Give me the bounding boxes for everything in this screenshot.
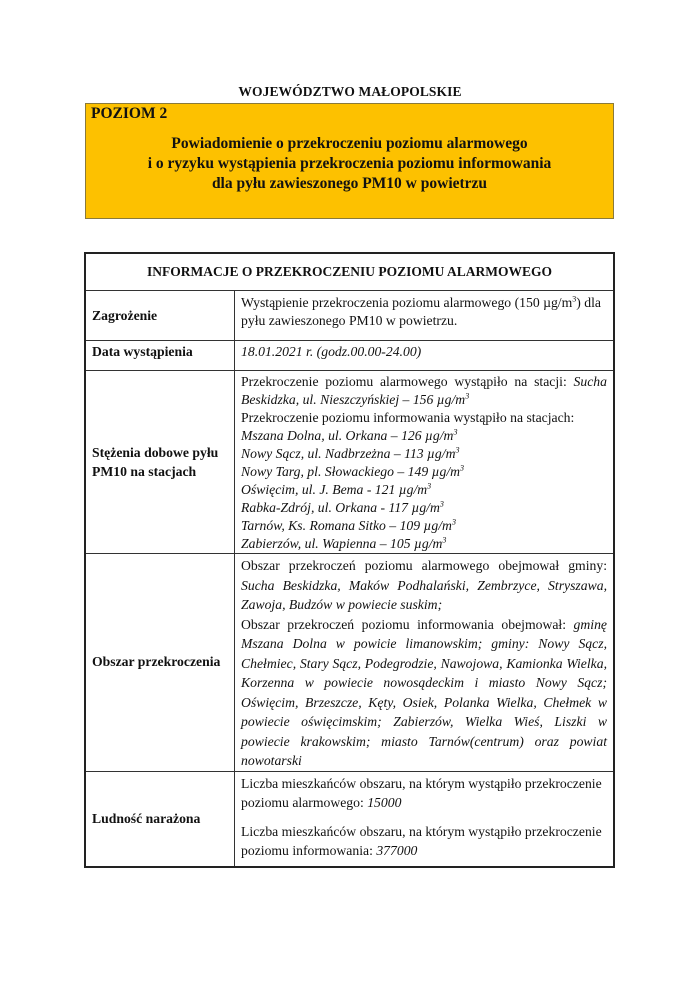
station-item: Zabierzów, ul. Wapienna – 105 $\mu g/m^3$ <box>241 535 447 551</box>
table-row-area <box>85 554 614 772</box>
station-item: Rabka-Zdrój, ul. Orkana - 117 $\mu g/m^3$ <box>241 499 444 515</box>
table-row-concentrations <box>85 371 614 554</box>
info-area-text: Obszar przekroczeń poziomu informowania obejmował: gminę Mszana Dolna w powicie limanowskim; gminy: Nowy Sącz, Chełmiec, Stary Sącz, Podegrodzie, Nawojowa, Kamionka Wielka, Korzenna w powiecie nowosądeckim i miasto Nowy Sącz; Oświęcim, Brzeszcze, Kęty, Osiek, Polanka Wielka, Chełmek w powiecie oświęcimskim; Zabierzów, Wielka Wieś, Liszki w powiecie krakowskim; miasto Tarnów(centrum) oraz powiat nowotarski <box>241 616 607 768</box>
info-table <box>84 252 615 868</box>
alert-level-box <box>85 103 614 219</box>
concentrations-value <box>235 371 615 554</box>
station-item: Nowy Sącz, ul. Nadbrzeżna – 113 $\mu g/m^3$ <box>241 445 460 461</box>
alarm-population: Liczba mieszkańców obszaru, na którym wystąpiło przekroczenie poziomu alarmowego: 15000 <box>241 775 602 810</box>
population-label: Ludność narażona <box>85 771 235 867</box>
alert-level: POZIOM 2 <box>91 105 168 122</box>
station-item: Nowy Targ, pl. Słowackiego – 149 $\mu g/m^3$ <box>241 463 465 479</box>
info-population: Liczba mieszkańców obszaru, na którym wystąpiło przekroczenie poziomu informowania: 377000 <box>241 823 602 858</box>
table-header-row <box>85 253 614 291</box>
alert-title-line: Powiadomienie o przekroczeniu poziomu alarmowego <box>171 135 528 152</box>
area-value <box>235 554 615 772</box>
table-row-threat <box>85 291 614 341</box>
table-header: INFORMACJE O PRZEKROCZENIU POZIOMU ALARMOWEGO <box>85 253 614 291</box>
region-heading: WOJEWÓDZTWO MAŁOPOLSKIE <box>238 84 462 99</box>
alert-title <box>86 134 613 194</box>
threat-label: Zagrożenie <box>85 291 235 341</box>
table-row-population <box>85 771 614 867</box>
area-label: Obszar przekroczenia <box>85 554 235 772</box>
station-item: Mszana Dolna, ul. Orkana – 126 $\mu g/m^3$ <box>241 427 458 443</box>
date-label: Data wystąpienia <box>85 341 235 371</box>
alert-title-line: i o ryzyku wystąpienia przekroczenia poziomu informowania <box>147 155 552 172</box>
alarm-station-text: Przekroczenie poziomu alarmowego wystąpiło na stacji: Sucha Beskidzka, ul. Nieszczyńskiej – 156 $\mu g/m^3$ <box>241 374 607 407</box>
table-row-date <box>85 341 614 371</box>
population-value <box>235 771 615 867</box>
info-stations-intro: Przekroczenie poziomu informowania wystąpiło na stacjach: <box>241 410 575 425</box>
alarm-area-text: Obszar przekroczeń poziomu alarmowego obejmował gminy: Sucha Beskidzka, Maków Podhalański, Zembrzyce, Stryszawa, Zawoja, Budzów w powiecie suskim; <box>241 558 607 612</box>
station-item: Tarnów, Ks. Romana Sitko – 109 $\mu g/m^3$ <box>241 517 456 533</box>
date-value: 18.01.2021 r. (godz.00.00-24.00) <box>235 341 615 371</box>
threat-value: Wystąpienie przekroczenia poziomu alarmowego (150 $\mu g/m^3$) dla pyłu zawieszonego PM10 w powietrzu. <box>235 291 615 341</box>
station-item: Oświęcim, ul. J. Bema - 121 $\mu g/m^3$ <box>241 481 432 497</box>
concentrations-label: Stężenia dobowe pyłu PM10 na stacjach <box>85 371 235 554</box>
alert-title-line: dla pyłu zawieszonego PM10 w powietrzu <box>211 175 488 192</box>
